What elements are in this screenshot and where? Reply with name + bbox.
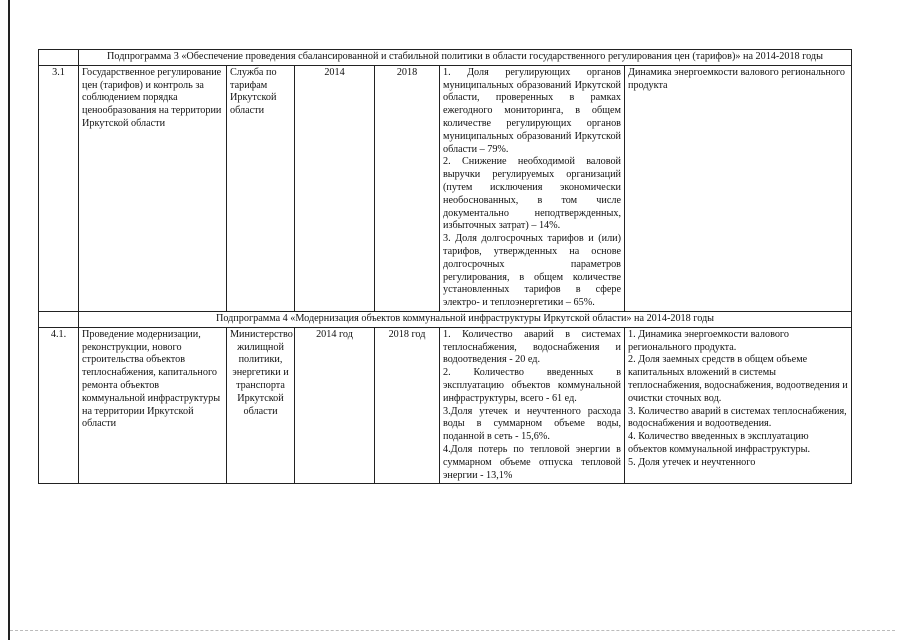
subprogram-4-title: Подпрограмма 4 «Модернизация объектов коммунальной инфраструктуры Иркутской области» на 2014-2018 годы bbox=[79, 311, 852, 327]
goal-indicators-cell bbox=[625, 327, 852, 484]
program-table bbox=[38, 49, 852, 484]
goal-item: 1. Динамика энергоемкости валового регионального продукта. bbox=[628, 328, 789, 353]
indicators-cell bbox=[440, 327, 625, 484]
row-number: 3.1 bbox=[39, 65, 79, 311]
end-year: 2018 bbox=[375, 65, 440, 311]
subprogram-3-header-row bbox=[39, 50, 852, 66]
start-year: 2014 bbox=[295, 65, 375, 311]
row-number: 4.1. bbox=[39, 327, 79, 484]
indicator-item: 3.Доля утечек и неучтенного расхода воды в суммарном объеме воды, поданной в сеть - 15,6%. bbox=[443, 405, 621, 443]
indicators-cell bbox=[440, 65, 625, 311]
end-year: 2018 год bbox=[375, 327, 440, 484]
table-row-4-1 bbox=[39, 327, 852, 484]
indicator-item: 4.Доля потерь по тепловой энергии в суммарном объеме отпуска тепловой энергии - 13,1% bbox=[443, 443, 621, 481]
table-row-3-1 bbox=[39, 65, 852, 311]
measure-name: Проведение модернизации, реконструкции, нового строительства объектов теплоснабжения, капитального ремонта объектов коммунальной инфраструктуры на территории Иркутской области bbox=[79, 327, 227, 484]
start-year: 2014 год bbox=[295, 327, 375, 484]
goal-item: 5. Доля утечек и неучтенного bbox=[628, 456, 756, 468]
subprogram-4-header-row bbox=[39, 311, 852, 327]
indicator-item: 3. Доля долгосрочных тарифов и (или) тарифов, утвержденных на основе долгосрочных параметров регулирования, в общем количестве установленных тарифов в сфере электро- и теплоэнергетики – 65%. bbox=[443, 233, 621, 309]
indicator-item: 2. Количество введенных в эксплуатацию объектов коммунальной инфраструктуры, всего - 61 ед. bbox=[443, 367, 621, 404]
scan-bottom-edge bbox=[10, 630, 895, 632]
goal-item: 3. Количество аварий в системах теплоснабжения, водоснабжения и водоотведения. bbox=[628, 405, 847, 430]
empty-cell bbox=[39, 50, 79, 66]
page-left-edge bbox=[8, 0, 10, 640]
goal-item: 4. Количество введенных в эксплуатацию объектов коммунальной инфраструктуры. bbox=[628, 431, 811, 455]
indicator-item: 2. Снижение необходимой валовой выручки регулируемых организаций (путем исключения экономически необоснованных, в том числе документально неподтвержденных, избыточных затрат) – 14%. bbox=[443, 156, 621, 232]
goal-indicators: Динамика энергоемкости валового регионального продукта bbox=[625, 65, 852, 311]
indicator-item: 1. Количество аварий в системах теплоснабжения, водоснабжения и водоотведения - 20 ед. bbox=[443, 328, 621, 366]
executor: Министерство жилищной политики, энергетики и транспорта Иркутской области bbox=[227, 327, 295, 484]
executor: Служба по тарифам Иркутской области bbox=[227, 65, 295, 311]
empty-cell bbox=[39, 311, 79, 327]
goal-item: 2. Доля заемных средств в общем объеме капитальных вложений в системы теплоснабжения, водоснабжения, водоотведения и очистки сточных вод. bbox=[628, 354, 848, 404]
subprogram-3-title: Подпрограмма 3 «Обеспечение проведения сбалансированной и стабильной политики в области государственного регулирования цен (тарифов)» на 2014-2018 годы bbox=[79, 50, 852, 66]
measure-name: Государственное регулирование цен (тарифов) и контроль за соблюдением порядка ценообразования на территории Иркутской области bbox=[79, 65, 227, 311]
indicator-item: 1. Доля регулирующих органов муниципальных образований Иркутской области, проверенных в рамках ежегодного мониторинга, в общем количестве регулирующих органов муниципальных образований Иркутской области – 79%. bbox=[443, 66, 621, 155]
